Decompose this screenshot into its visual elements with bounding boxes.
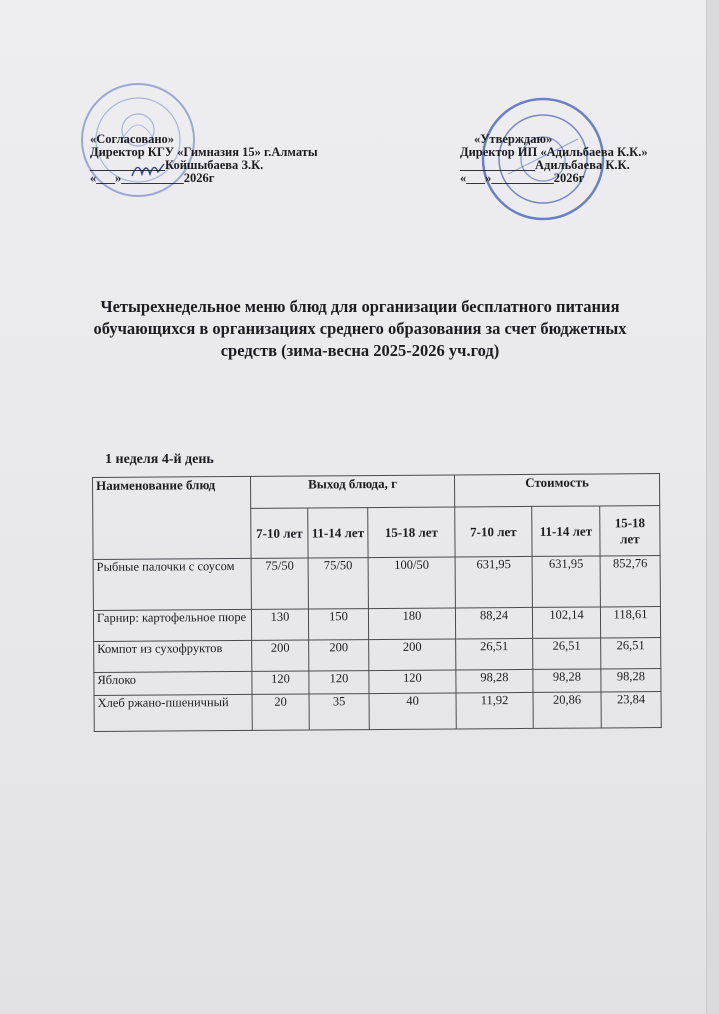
yield-cell: 200: [252, 640, 309, 671]
header-age-group: 15-18 лет: [368, 507, 455, 558]
yield-cell: 100/50: [368, 557, 455, 609]
table-row: [94, 692, 661, 732]
yield-cell: 40: [369, 693, 456, 730]
cost-cell: 88,24: [455, 607, 532, 639]
cost-cell: 98,28: [601, 669, 661, 692]
title-line2: обучающихся в организациях среднего образования за счет бюджетных: [93, 319, 627, 338]
cost-cell: 23,84: [601, 692, 661, 728]
approval-right-line4: «___»__________2026г: [460, 171, 585, 185]
cost-cell: 102,14: [532, 607, 600, 638]
week-label: 1 неделя 4-й день: [105, 452, 214, 467]
approval-right-line3: ____________Адильбаева К.К.: [460, 158, 630, 172]
cost-cell: 26,51: [533, 638, 601, 669]
yield-cell: 200: [369, 639, 456, 671]
dish-name: Хлеб ржано-пшеничный: [94, 694, 252, 731]
yield-cell: 120: [252, 671, 309, 694]
yield-cell: 20: [252, 694, 309, 730]
cost-cell: 98,28: [456, 669, 533, 693]
table-row: [93, 607, 660, 642]
yield-cell: 150: [308, 609, 368, 640]
approval-right-line1: «Утверждаю»: [474, 132, 553, 146]
header-age-group: 7-10 лет: [455, 506, 532, 557]
approval-left-line1: «Согласовано»: [90, 132, 175, 146]
yield-cell: 120: [369, 670, 456, 694]
dish-name: Рыбные палочки с соусом: [93, 558, 251, 610]
dish-name: Яблоко: [94, 671, 252, 695]
header-age-group: 7-10 лет: [251, 508, 308, 558]
yield-cell: 75/50: [251, 558, 308, 609]
header-cost: Стоимость: [454, 474, 659, 507]
yield-cell: 35: [309, 694, 369, 730]
table-row: [94, 638, 661, 673]
cost-cell: 20,86: [533, 692, 601, 728]
header-age-group: 11-14 лет: [308, 508, 368, 558]
approval-left-line3: ____________Койшыбаева З.К.: [90, 158, 264, 172]
yield-cell: 180: [368, 608, 455, 640]
title-line3: средств (зима-весна 2025-2026 уч.год): [220, 341, 500, 360]
dish-name: Компот из сухофруктов: [94, 640, 252, 672]
title-line1: Четырехнедельное меню блюд для организации бесплатного питания: [100, 297, 620, 316]
cost-cell: 852,76: [600, 556, 660, 607]
approval-block-left: [90, 133, 318, 185]
cost-cell: 26,51: [456, 638, 533, 670]
page-edge: [706, 0, 719, 1014]
approval-right-line2: Директор ИП «Адильбаева К.К.»: [460, 145, 648, 159]
table-row: [93, 556, 660, 611]
document-title: [60, 296, 660, 362]
cost-cell: 631,95: [455, 556, 532, 608]
dish-name: Гарнир: картофельное пюре: [93, 609, 251, 641]
yield-cell: 75/50: [308, 558, 368, 609]
approval-left-line4: «___»__________2026г: [90, 171, 215, 185]
header-name: Наименование блюд: [93, 476, 252, 559]
menu-table: [92, 473, 662, 732]
yield-cell: 120: [309, 671, 369, 694]
cost-cell: 118,61: [600, 607, 660, 638]
cost-cell: 631,95: [532, 556, 600, 607]
approval-left-line2: Директор КГУ «Гимназия 15» г.Алматы: [90, 145, 318, 159]
header-age-group: 15-18 лет: [600, 506, 660, 556]
cost-cell: 26,51: [601, 638, 661, 669]
yield-cell: 130: [251, 609, 308, 640]
yield-cell: 200: [309, 640, 369, 671]
header-yield: Выход блюда, г: [250, 475, 454, 508]
cost-cell: 11,92: [456, 692, 533, 729]
cost-cell: 98,28: [533, 669, 601, 692]
header-age-group: 11-14 лет: [532, 506, 600, 556]
approval-block-right: [460, 133, 648, 185]
